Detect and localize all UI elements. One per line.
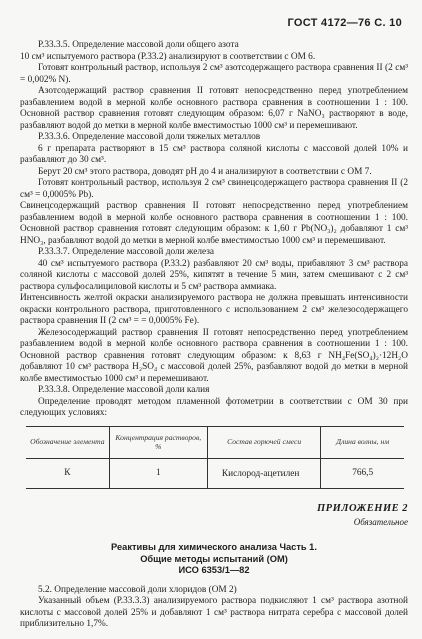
table-row [26,458,404,489]
appendix-title: ПРИЛОЖЕНИЕ 2 [317,503,408,514]
section-heading: Р.33.3.7. Определение массовой доли железа [38,247,215,257]
table-cell: К [26,458,109,489]
table-header: Длина волны, нм [321,426,404,458]
appendix-subtitle: Обязательное [353,516,408,527]
table-header: Концентрация растворов, % [109,426,207,458]
reagents-title-line: Общие методы испытаний (ОМ) [140,553,288,564]
table-header: Состав горючей смеси [207,426,320,458]
paragraph: Свинецсодержащий раствор сравнения II готовят непосредственно перед употреблением разбавлением водой в мерной колбе основного раствора сравнения в соотношении 1 : 100. Основной раствор сравнения готовят следующим образом: к 1,60 г Pb(NO₃)₂ добавляют 1 см³ HNO₃, разбавляют водой до метки в мерной колбе вместимостью 1000 см³ и перемешивают. [20,201,408,246]
paragraph: 6 г препарата растворяют в 15 см³ раствора соляной кислоты с массовой долей 10% и разбавляют до 30 см³. [20,143,408,165]
paragraph: Готовят контрольный раствор, используя 2 см³ азотсодержащего раствора сравнения II (2 см³ = 0,002% N). [20,63,408,85]
paragraph: Железосодержащий раствор сравнения II готовят непосредственно перед употреблением разбавлением водой в мерной колбе основного раствора сравнения в соотношении 1 : 100. Основной раствор сравнения готовят следующим образом: к 8,63 г NH₄Fe(SO₄)₂·12H₂O добавляют 10 см³ раствора H₂SO₄ с массовой долей 25%, разбавляют водой до метки в мерной колбе вместимостью 1000 см³ и перемешивают. [20,327,408,384]
paragraph: 40 см³ испытуемого раствора (Р.33.2) разбавляют 20 см³ воды, прибавляют 3 см³ раствора соляной кислоты с массовой долей 25%, кипятят в течение 5 мин, затем смешивают с 2 см³ раствора сульфосалициловой кислоты и 5 см³ раствора аммиака. [20,258,408,292]
paragraph: Готовят контрольный раствор, используя 2 см³ свинецсодержащего раствора сравнения II (2 см³ = 0,0005% Pb). [20,178,408,200]
page-content [20,40,408,631]
page-header: ГОСТ 4172—76 С. 10 [287,17,402,29]
conditions-table [26,426,404,490]
paragraph: Определение проводят методом пламенной фотометрии в соответствии с ОМ 30 при следующих условиях: [20,396,408,418]
section-heading: Р.33.3.6. Определение массовой доли тяжелых металлов [38,132,261,142]
table-cell: 766,5 [321,458,404,489]
section-heading: 5.2. Определение массовой доли хлоридов (ОМ 2) [38,584,237,595]
paragraph: Указанный объем (Р.33.3.3) анализируемого раствора подкисляют 1 см³ раствора азотной кислоты с массовой долей 25% и добавляют 1 см³ раствора нитрата серебра с массовой долей приблизительно 1,7%. [20,596,408,629]
section-heading: Р.33.3.8. Определение массовой доли калия [38,385,210,395]
paragraph: Азотсодержащий раствор сравнения II готовят непосредственно перед употреблением разбавлением водой в мерной колбе основного раствора сравнения в соотношении 1 : 100. Основной раствор сравнения готовят следующим образом: 6,07 г NaNO₃ растворяют в воде, разбавляют водой до метки в мерной колбе вместимостью 1000 см³ и перемешивают. [20,86,408,131]
paragraph: 10 см³ испытуемого раствора (Р.33.2) анализируют в соответствии с ОМ 6. [20,51,316,62]
section-heading: Р.33.3.5. Определение массовой доли общего азота [38,40,239,50]
table-cell: Кислород-ацетилен [207,458,320,489]
paragraph: Берут 20 см³ этого раствора, доводят pH до 4 и анализируют в соответствии с ОМ 7. [38,166,372,177]
paragraph: Интенсивность желтой окраски анализируемого раствора не должна превышать интенсивности окраски контрольного раствора, приготовленного с использованием 2 см³ железосодержащего раствора сравнения II (2 см³ = = 0,0005% Fe). [20,293,408,326]
reagents-title-line: ИСО 6353/1—82 [178,565,250,575]
table-header: Обозначение элемента [26,426,109,458]
reagents-title-line: Реактивы для химического анализа Часть 1. [111,542,317,552]
table-cell: 1 [109,458,207,489]
